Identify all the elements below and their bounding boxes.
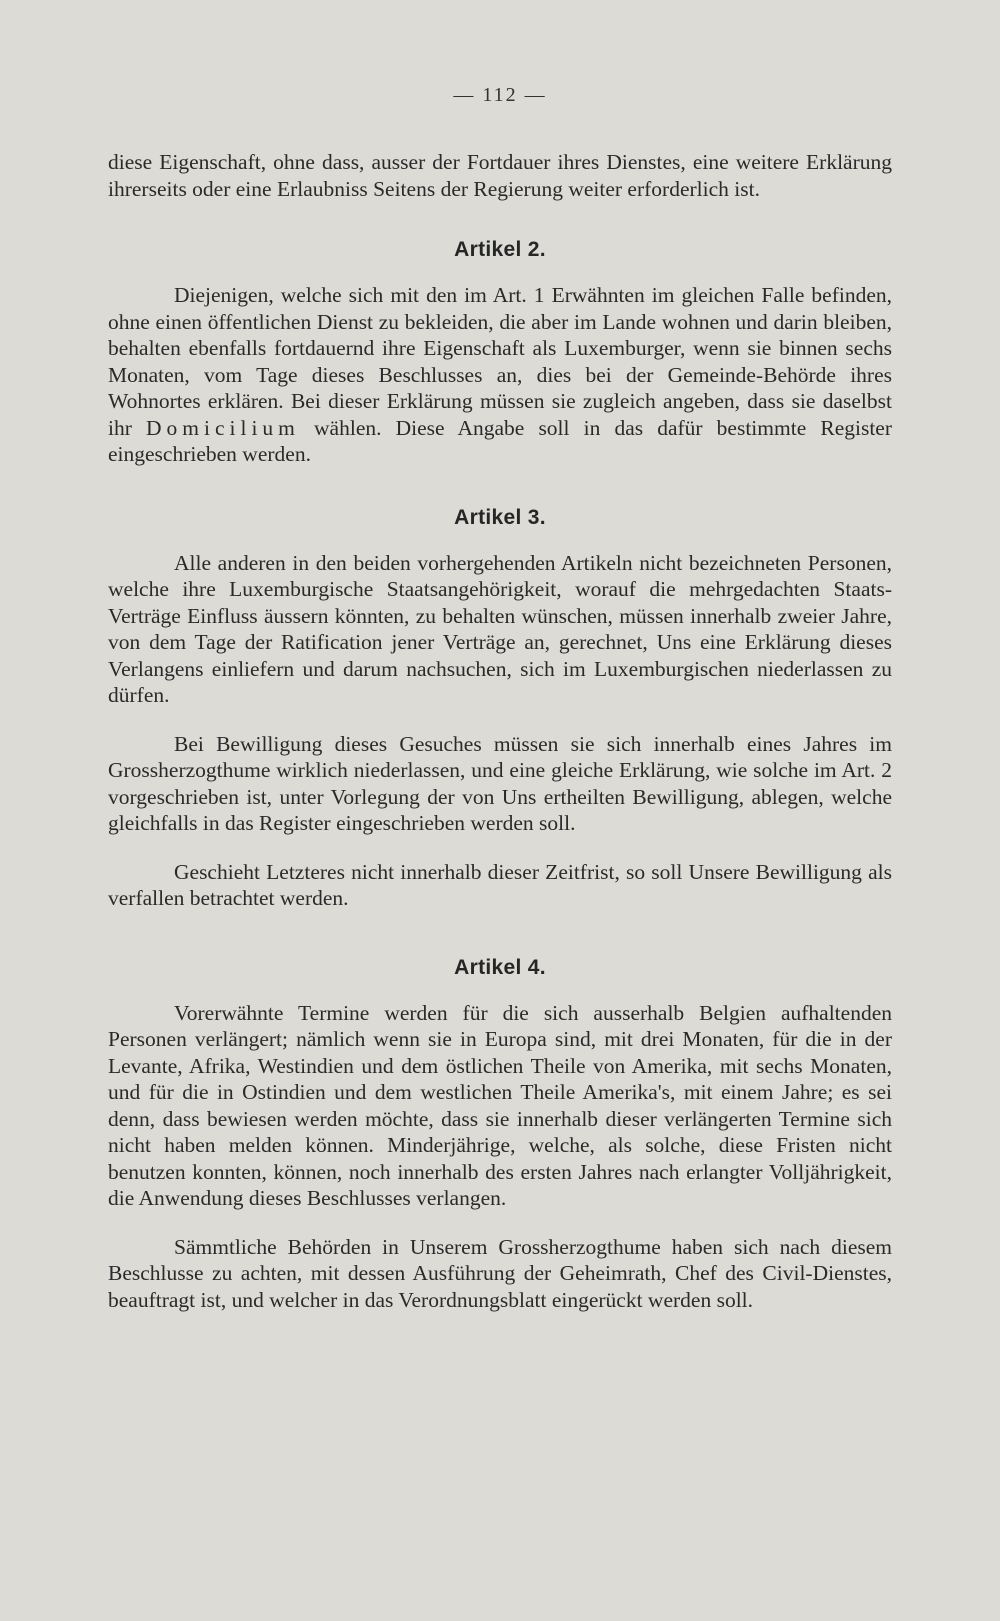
article-4-paragraph-2: Sämmtliche Behörden in Unserem Grossherzogthume haben sich nach diesem Beschlusse zu achten, mit dessen Ausführung der Geheimrath, Chef des Civil-Dienstes, beauftragt ist, und welcher in das Verordnungsblatt eingerückt werden soll. [108,1234,892,1312]
article-2-text-before: Diejenigen, welche sich mit den im Art. 1 Erwähnten im gleichen Falle befinden, ohne einen öffentlichen Dienst zu bekleiden, die aber im Lande wohnen und darin bleiben, behalten ebenfalls fortdauernd ihre Eigenschaft als Luxemburger, wenn sie binnen sechs Monaten, vom Tage dieses Beschlusses an, dies bei der Gemeinde-Behörde ihres Wohnortes erklären. Bei dieser Erklärung müssen sie zugleich angeben, dass sie daselbst ihr [108,283,892,440]
intro-paragraph: diese Eigenschaft, ohne dass, ausser der Fortdauer ihres Dienstes, eine weitere Erklärung ihrerseits oder eine Erlaubniss Seitens der Regierung weiter erforderlich ist. [108,150,892,201]
article-3-heading: Artikel 3. [454,505,546,529]
page-number: — 112 — [453,84,547,106]
article-2-text-after: wählen. Diese Angabe soll in das dafür bestimmte Register eingeschrieben werden. [108,415,892,466]
article-3-paragraph-3: Geschieht Letzteres nicht innerhalb dieser Zeitfrist, so soll Unsere Bewilligung als verfallen betrachtet werden. [108,859,892,910]
article-4-heading: Artikel 4. [454,955,546,979]
article-3-paragraph-2: Bei Bewilligung dieses Gesuches müssen sie sich innerhalb eines Jahres im Grossherzogthume wirklich niederlassen, und eine gleiche Erklärung, wie solche im Art. 2 vorgeschrieben ist, unter Vorlegung der von Uns ertheilten Bewilligung, ablegen, welche gleichfalls in das Register eingeschrieben werden soll. [108,731,892,835]
article-2-paragraph [108,282,892,468]
article-3-paragraph-1: Alle anderen in den beiden vorhergehenden Artikeln nicht bezeichneten Personen, welche ihre Luxemburgische Staatsangehörigkeit, worauf die mehrgedachten Staats-Verträge Einfluss äussern könnten, zu behalten wünschen, müssen innerhalb zweier Jahre, von dem Tage der Ratification jener Verträge an, gerechnet, Uns eine Erklärung dieses Verlangens einliefern und darum nachsuchen, sich im Luxemburgischen niederlassen zu dürfen. [108,550,892,707]
article-2-heading: Artikel 2. [454,238,546,261]
domicilium-emphasis: Domicilium [146,415,300,440]
article-4-paragraph-1: Vorerwähnte Termine werden für die sich ausserhalb Belgien aufhaltenden Personen verlängert; nämlich wenn sie in Europa sind, mit drei Monaten, für die in der Levante, Afrika, Westindien und dem östlichen Theile von Amerika, mit sechs Monaten, und für die in Ostindien und dem westlichen Theile Amerika's, mit einem Jahre; es sei denn, dass bewiesen werden möchte, dass sie innerhalb dieser verlängerten Termine sich nicht haben melden können. Minderjährige, welche, als solche, diese Fristen nicht benutzen konnten, können, noch innerhalb des ersten Jahres nach erlangter Volljährigkeit, die Anwendung dieses Beschlusses verlangen. [108,1000,892,1210]
